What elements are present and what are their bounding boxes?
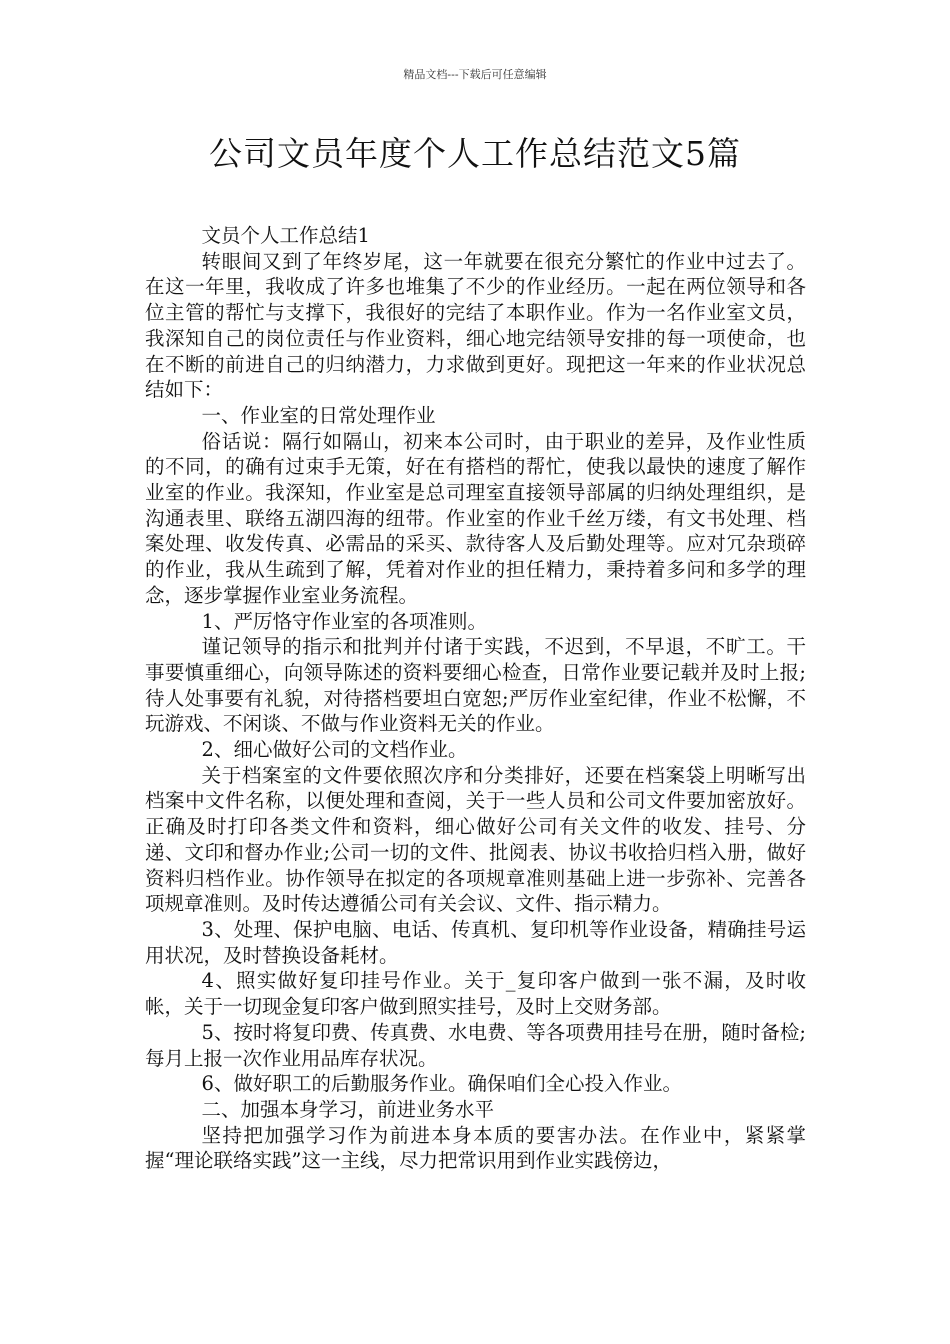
- list-item: 3、处理、保护电脑、电话、传真机、复印机等作业设备，精确挂号运用状况，及时替换设备耗材。: [145, 917, 806, 967]
- body-paragraph: 转眼间又到了年终岁尾，这一年就要在很充分繁忙的作业中过去了。在这一年里，我收成了许多也堆集了不少的作业经历。一起在两位领导和各位主管的帮忙与支撑下，我很好的完结了本职作业。作为一名作业室文员，我深知自己的岗位责任与作业资料，细心地完结领导安排的每一项使命，也在不断的前进自己的归纳潜力，力求做到更好。现把这一年来的作业状况总结如下：: [145, 249, 806, 402]
- section-heading: 一、作业室的日常处理作业: [201, 403, 436, 427]
- body-paragraph: 坚持把加强学习作为前进本身本质的要害办法。在作业中，紧紧掌握“理论联络实践”这一主线，尽力把常识用到作业实践傍边，: [145, 1123, 806, 1173]
- body-paragraph: 关于档案室的文件要依照次序和分类排好，还要在档案袋上明晰写出档案中文件名称，以便处理和查阅，关于一些人员和公司文件要加密放好。正确及时打印各类文件和资料，细心做好公司有关文件的收发、挂号、分递、文印和督办作业;公司一切的文件、批阅表、协议书收拾归档入册，做好资料归档作业。协作领导在拟定的各项规章准则基础上进一步弥补、完善各项规章准则。及时传达遵循公司有关会议、文件、指示精力。: [145, 763, 806, 916]
- list-item: 6、做好职工的后勤服务作业。确保咱们全心投入作业。: [201, 1072, 682, 1096]
- body-paragraph: 谨记领导的指示和批判并付诸于实践，不迟到，不早退，不旷工。干事要慎重细心，向领导陈述的资料要细心检查，日常作业要记载并及时上报;待人处事要有礼貌，对待搭档要坦白宽恕;严厉作业室纪律，作业不松懈，不玩游戏、不闲谈、不做与作业资料无关的作业。: [145, 635, 806, 736]
- section-heading: 文员个人工作总结1: [201, 224, 370, 247]
- list-item: 2、细心做好公司的文档作业。: [201, 738, 468, 762]
- page-header: 精品文档---下载后可任意编辑: [403, 68, 547, 81]
- list-item: 5、按时将复印费、传真费、水电费、等各项费用挂号在册，随时备检;每月上报一次作业用品库存状况。: [145, 1020, 806, 1070]
- list-item: 1、严厉恪守作业室的各项准则。: [201, 609, 487, 633]
- body-paragraph: 俗话说：隔行如隔山，初来本公司时，由于职业的差异，及作业性质的不同，的确有过束手无策，好在有搭档的帮忙，使我以最快的速度了解作业室的作业。我深知，作业室是总司理室直接领导部属的归纳处理组织，是沟通表里、联络五湖四海的纽带。作业室的作业千丝万缕，有文书处理、档案处理、收发传真、必需品的采买、款待客人及后勤处理等。应对冗杂琐碎的作业，我从生疏到了解，凭着对作业的担任精力，秉持着多问和多学的理念，逐步掌握作业室业务流程。: [145, 429, 806, 607]
- section-heading: 二、加强本身学习，前进业务水平: [201, 1097, 495, 1121]
- document-title: 公司文员年度个人工作总结范文5篇: [209, 134, 741, 173]
- document-body: [145, 223, 806, 1174]
- list-item: 4、照实做好复印挂号作业。关于_复印客户做到一张不漏，及时收帐，关于一切现金复印客户做到照实挂号，及时上交财务部。: [145, 969, 806, 1019]
